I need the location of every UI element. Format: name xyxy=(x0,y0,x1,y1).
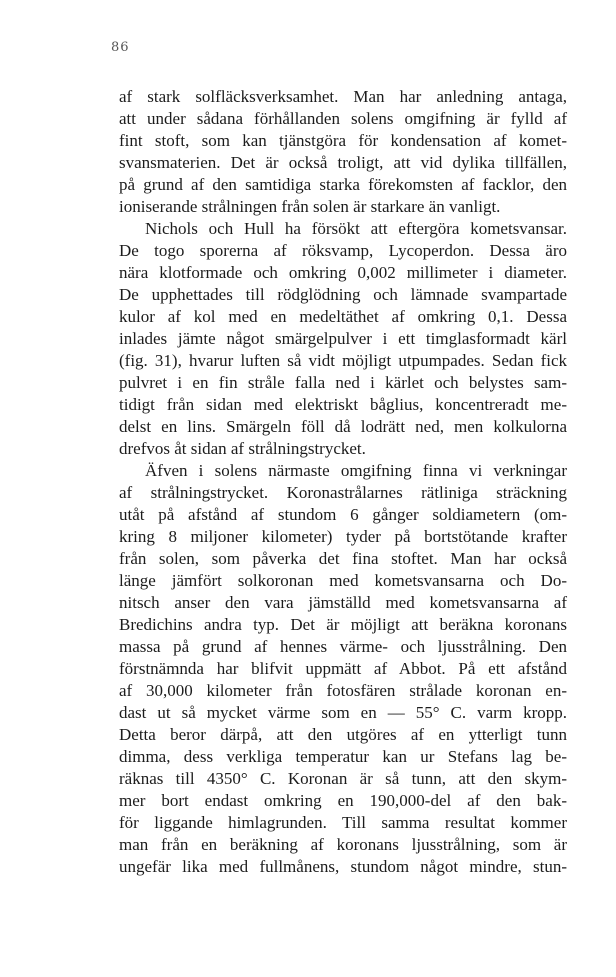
text-line: Detta beror därpå, att den utgöres af en ytterligt tunn xyxy=(119,725,567,744)
text-line: De upphettades till rödglödning och lämnade svampartade xyxy=(119,285,567,304)
text-line: för liggande himlagrunden. Till samma resultat kommer xyxy=(119,813,567,832)
text-line: Bredichins andra typ. Det är möjligt att beräkna koronans xyxy=(119,615,567,634)
text-line: af 30,000 kilometer från fotosfären strålade koronan en- xyxy=(119,681,567,700)
text-line: utåt på afstånd af stundom 6 gånger soldiametern (om- xyxy=(119,505,567,524)
paragraph-3 xyxy=(119,460,567,878)
text-line: kulor af kol med en medeltäthet af omkring 0,1. Dessa xyxy=(119,307,567,326)
text-line: pulvret i en fin stråle falla ned i kärlet och belystes sam- xyxy=(119,373,567,392)
text-line: inlades jämte något smärgelpulver i ett timglasformadt kärl xyxy=(119,329,567,348)
text-line: dast ut så mycket värme som en — 55° C. varm kropp. xyxy=(119,703,567,722)
text-line: från solen, som påverka det fina stoftet. Man har också xyxy=(119,549,567,568)
text-line: af stark solfläcksverksamhet. Man har anledning antaga, xyxy=(119,87,567,106)
text-line: förstnämnda har blifvit uppmätt af Abbot. På ett afstånd xyxy=(119,659,567,678)
text-line: dimma, dess verkliga temperatur kan ur Stefans lag be- xyxy=(119,747,567,766)
text-line: af strålningstrycket. Koronastrålarnes rätliniga sträckning xyxy=(119,483,567,502)
text-line: delst en lins. Smärgeln föll då lodrätt ned, men kolkulorna xyxy=(119,417,567,436)
text-line: (fig. 31), hvarur luften så vidt möjligt utpumpades. Sedan fick xyxy=(119,351,567,370)
text-line: Nichols och Hull ha försökt att eftergöra kometsvansar. xyxy=(145,219,567,238)
text-line: drefvos åt sidan af strålningstrycket. xyxy=(119,439,366,458)
text-line: kring 8 miljoner kilometer) tyder på bortstötande krafter xyxy=(119,527,567,546)
text-line: massa på grund af hennes värme- och ljusstrålning. Den xyxy=(119,637,567,656)
paragraph-2 xyxy=(119,218,567,460)
text-line: man från en beräkning af koronans ljusstrålning, som är xyxy=(119,835,567,854)
text-line: räknas till 4350° C. Koronan är så tunn, att den skym- xyxy=(119,769,567,788)
text-line: mer bort endast omkring en 190,000-del af den bak- xyxy=(119,791,567,810)
paragraph-1 xyxy=(119,86,567,218)
text-line: att under sådana förhållanden solens omgifning är fylld af xyxy=(119,109,567,128)
text-line: Äfven i solens närmaste omgifning finna vi verkningar xyxy=(145,461,567,480)
text-line: ioniserande strålningen från solen är starkare än vanligt. xyxy=(119,197,501,216)
text-line: De togo sporerna af röksvamp, Lycoperdon. Dessa äro xyxy=(119,241,567,260)
page-number: 86 xyxy=(111,40,130,55)
text-line: ungefär lika med fullmånens, stundom något mindre, stun- xyxy=(119,857,567,876)
text-line: nitsch anser den vara jämställd med kometsvansarna af xyxy=(119,593,567,612)
text-line: på grund af den samtidiga starka förekomsten af facklor, den xyxy=(119,175,567,194)
text-line: tidigt från sidan med elektriskt båglius, koncentreradt me- xyxy=(119,395,567,414)
body-text xyxy=(119,86,567,878)
text-line: svansmaterien. Det är också troligt, att vid dylika tillfällen, xyxy=(119,153,567,172)
text-line: nära klotformade och omkring 0,002 millimeter i diameter. xyxy=(119,263,567,282)
text-line: länge jämfört solkoronan med kometsvansarna och Do- xyxy=(119,571,567,590)
text-line: fint stoft, som kan tjänstgöra för kondensation af komet- xyxy=(119,131,567,150)
